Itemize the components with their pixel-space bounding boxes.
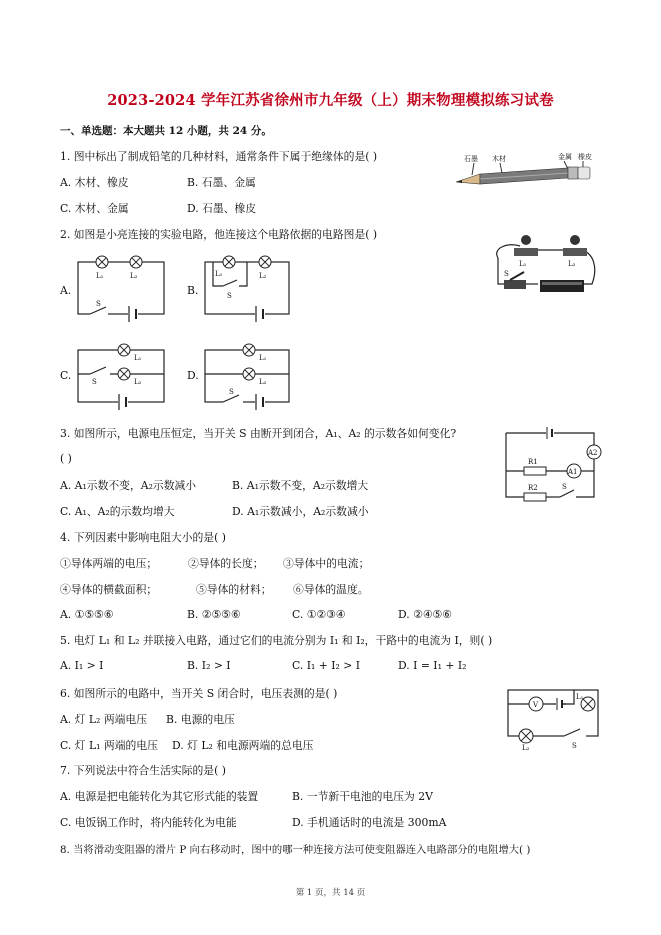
- q1-option-b[interactable]: B. 石墨、金属: [187, 176, 256, 189]
- q7-option-a[interactable]: A. 电源是把电能转化为其它形式能的装置: [60, 790, 259, 803]
- q2c-s: S: [92, 378, 97, 386]
- q5-option-a[interactable]: A. I₁ > I: [60, 659, 104, 672]
- q6-option-a[interactable]: A. 灯 L₂ 两端电压: [60, 713, 148, 726]
- q5-option-c[interactable]: C. I₁ + I₂ > I: [292, 659, 361, 672]
- q6-option-d[interactable]: D. 灯 L₂ 和电源两端的总电压: [172, 739, 314, 752]
- q6-circuit: [506, 686, 602, 750]
- q6-s-label: S: [572, 742, 577, 750]
- q4-option-c[interactable]: C. ①②③④: [292, 608, 346, 621]
- q4-option-b[interactable]: B. ②⑤⑤⑥: [187, 608, 241, 621]
- q1-option-d[interactable]: D. 石墨、橡皮: [187, 202, 257, 215]
- q3-r2-label: R2: [528, 484, 538, 492]
- pencil-label-wood: 木材: [492, 155, 506, 163]
- q4-stem: 4. 下列因素中影响电阻大小的是( ): [60, 531, 226, 544]
- q4-factor-2: ②导体的长度；: [188, 557, 264, 570]
- page-number: 第 1 页，共 14 页: [295, 888, 366, 898]
- q2-option-b[interactable]: B.: [187, 284, 199, 297]
- q2b-l2: L₂: [259, 272, 267, 280]
- q2-option-d[interactable]: D.: [187, 369, 199, 382]
- q2d-l2: L₂: [259, 378, 267, 386]
- q2-photo-s: S: [504, 270, 509, 278]
- q5-option-b[interactable]: B. I₂ > I: [187, 659, 231, 672]
- q2-circuit-a[interactable]: [76, 256, 166, 320]
- q4-option-a[interactable]: A. ①⑤⑤⑥: [60, 608, 114, 621]
- q2-stem: 2. 如图是小亮连接的实验电路，他连接这个电路依据的电路图是( ): [60, 228, 378, 241]
- q7-option-b[interactable]: B. 一节新干电池的电压为 2V: [292, 790, 433, 803]
- q3-option-c[interactable]: C. A₁、A₂的示数均增大: [60, 505, 175, 518]
- section-heading: 一、单选题：本大题共 12 小题，共 24 分。: [60, 125, 272, 137]
- q2a-l2: L₂: [130, 272, 138, 280]
- pencil-label-eraser: 橡皮: [578, 153, 592, 161]
- q3-a1-label: A1: [568, 468, 578, 476]
- q7-stem: 7. 下列说法中符合生活实际的是( ): [60, 764, 226, 777]
- q4-factor-5: ⑤导体的材料；: [196, 583, 272, 596]
- q2-option-a[interactable]: A.: [60, 284, 72, 297]
- q4-factor-1: ①导体两端的电压；: [60, 557, 158, 570]
- q1-stem: 1. 图中标出了制成铅笔的几种材料，通常条件下属于绝缘体的是( ): [60, 150, 378, 163]
- pencil-label-metal: 金属: [558, 153, 572, 161]
- q2-option-c[interactable]: C.: [60, 369, 72, 382]
- q6-l2-label: L₂: [522, 744, 530, 752]
- q1-option-a[interactable]: A. 木材、橡皮: [60, 176, 129, 189]
- q3-a2-label: A2: [588, 449, 598, 457]
- q2c-l1: L₁: [134, 354, 142, 362]
- q2-photo-l2: L₂: [568, 260, 576, 268]
- q7-option-c[interactable]: C. 电饭锅工作时，将内能转化为电能: [60, 816, 237, 829]
- q5-stem: 5. 电灯 L₁ 和 L₂ 并联接入电路，通过它们的电流分别为 I₁ 和 I₂，干路中的电流为 I，则( ): [60, 634, 493, 647]
- pencil-label-graphite: 石墨: [464, 155, 478, 163]
- q4-option-d[interactable]: D. ②④⑤⑥: [398, 608, 452, 621]
- q7-option-d[interactable]: D. 手机通话时的电流是 300mA: [292, 816, 447, 829]
- q3-option-a[interactable]: A. A₁示数不变，A₂示数减小: [60, 479, 197, 492]
- q6-option-b[interactable]: B. 电源的电压: [166, 713, 235, 726]
- q3-option-d[interactable]: D. A₁示数减小，A₂示数减小: [232, 505, 369, 518]
- q2-photo-l1: L₁: [519, 260, 527, 268]
- q2-circuit-c[interactable]: [76, 340, 166, 408]
- q4-factor-6: ⑥导体的温度。: [293, 583, 369, 596]
- q6-v-label: V: [533, 701, 539, 709]
- q3-stem-paren: ( ): [60, 452, 72, 465]
- q2d-s: S: [229, 388, 234, 396]
- q2-circuit-d[interactable]: [203, 340, 291, 408]
- q6-l1-label: L₁: [576, 693, 584, 701]
- q3-stem: 3. 如图所示，电源电压恒定，当开关 S 由断开到闭合，A₁、A₂ 的示数各如何变化?: [60, 427, 457, 440]
- q2c-l2: L₂: [134, 378, 142, 386]
- q6-option-c[interactable]: C. 灯 L₁ 两端的电压: [60, 739, 158, 752]
- q4-factor-4: ④导体的横截面积；: [60, 583, 158, 596]
- q6-stem: 6. 如图所示的电路中，当开关 S 闭合时，电压表测的是( ): [60, 687, 338, 700]
- q2b-l1: L₁: [215, 270, 223, 278]
- q3-s-label: S: [562, 483, 567, 491]
- q3-option-b[interactable]: B. A₁示数不变，A₂示数增大: [232, 479, 369, 492]
- q3-circuit: [504, 425, 606, 507]
- q2-circuit-b[interactable]: [203, 256, 291, 320]
- q4-factor-3: ③导体中的电流；: [283, 557, 370, 570]
- q2d-l1: L₁: [259, 354, 267, 362]
- q2a-l1: L₁: [96, 272, 104, 280]
- q2a-s: S: [96, 300, 101, 308]
- q3-r1-label: R1: [528, 458, 538, 466]
- q2b-s: S: [227, 292, 232, 300]
- q2-photo-circuit: [488, 228, 603, 300]
- q1-option-c[interactable]: C. 木材、金属: [60, 202, 129, 215]
- pencil-figure: [450, 150, 600, 190]
- q5-option-d[interactable]: D. I = I₁ + I₂: [398, 659, 467, 672]
- q8-stem: 8. 当将滑动变阻器的滑片 P 向右移动时，图中的哪一种连接方法可使变阻器连入电路部分的电阻增大( ): [60, 844, 531, 856]
- page-title: 2023-2024 学年江苏省徐州市九年级（上）期末物理模拟练习试卷: [107, 92, 554, 109]
